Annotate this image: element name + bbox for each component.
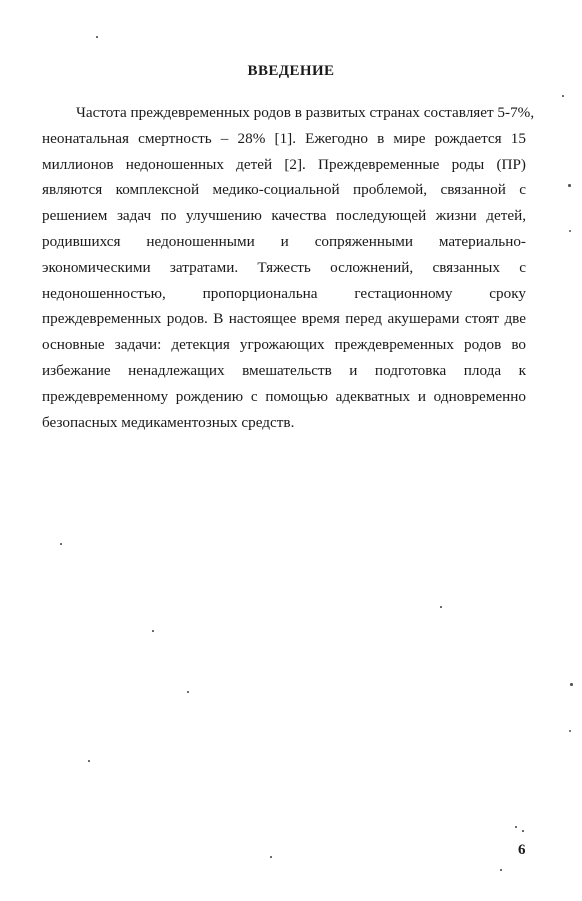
paragraph-line: неонатальная смертность – 28% [1]. Ежегодно в мире рождается 15 <box>42 129 526 147</box>
paragraph-line: избежание ненадлежащих вмешательств и подготовка плода к <box>42 361 526 379</box>
scan-speck <box>568 184 571 187</box>
scan-speck <box>522 830 524 832</box>
scan-speck <box>88 760 90 762</box>
introduction-paragraph <box>42 100 535 435</box>
scan-speck <box>270 856 272 858</box>
scan-speck <box>500 869 502 871</box>
paragraph-line: родившихся недоношенными и сопряженными материально- <box>42 232 526 250</box>
scan-speck <box>60 543 62 545</box>
paragraph-line: основные задачи: детекция угрожающих преждевременных родов во <box>42 336 526 354</box>
scan-speck <box>440 606 442 608</box>
scan-speck <box>569 230 571 232</box>
scan-speck <box>569 730 571 732</box>
scan-speck <box>515 826 517 828</box>
paragraph-line: миллионов недоношенных детей [2]. Преждевременные роды (ПР) <box>42 155 526 173</box>
paragraph-line: экономическими затратами. Тяжесть осложнений, связанных с <box>42 258 526 276</box>
paragraph-line: безопасных медикаментозных средств. <box>42 413 295 431</box>
scan-speck <box>570 683 573 686</box>
section-title: ВВЕДЕНИЕ <box>247 63 335 79</box>
paragraph-line: Частота преждевременных родов в развитых странах составляет 5-7%, <box>76 104 535 121</box>
paragraph-line: преждевременных родов. В настоящее время перед акушерами стоят две <box>42 310 526 328</box>
page-number: 6 <box>518 842 526 858</box>
paragraph-line: преждевременному рождению с помощью адекватных и одновременно <box>42 387 526 405</box>
scan-speck <box>152 630 154 632</box>
scan-speck <box>187 691 189 693</box>
paragraph-line: решением задач по улучшению качества последующей жизни детей, <box>42 207 526 225</box>
scan-speck <box>562 95 564 97</box>
paragraph-line: недоношенностью, пропорциональна гестационному сроку <box>42 284 526 302</box>
scan-speck <box>96 36 98 38</box>
paragraph-line: являются комплексной медико-социальной проблемой, связанной с <box>42 181 526 199</box>
